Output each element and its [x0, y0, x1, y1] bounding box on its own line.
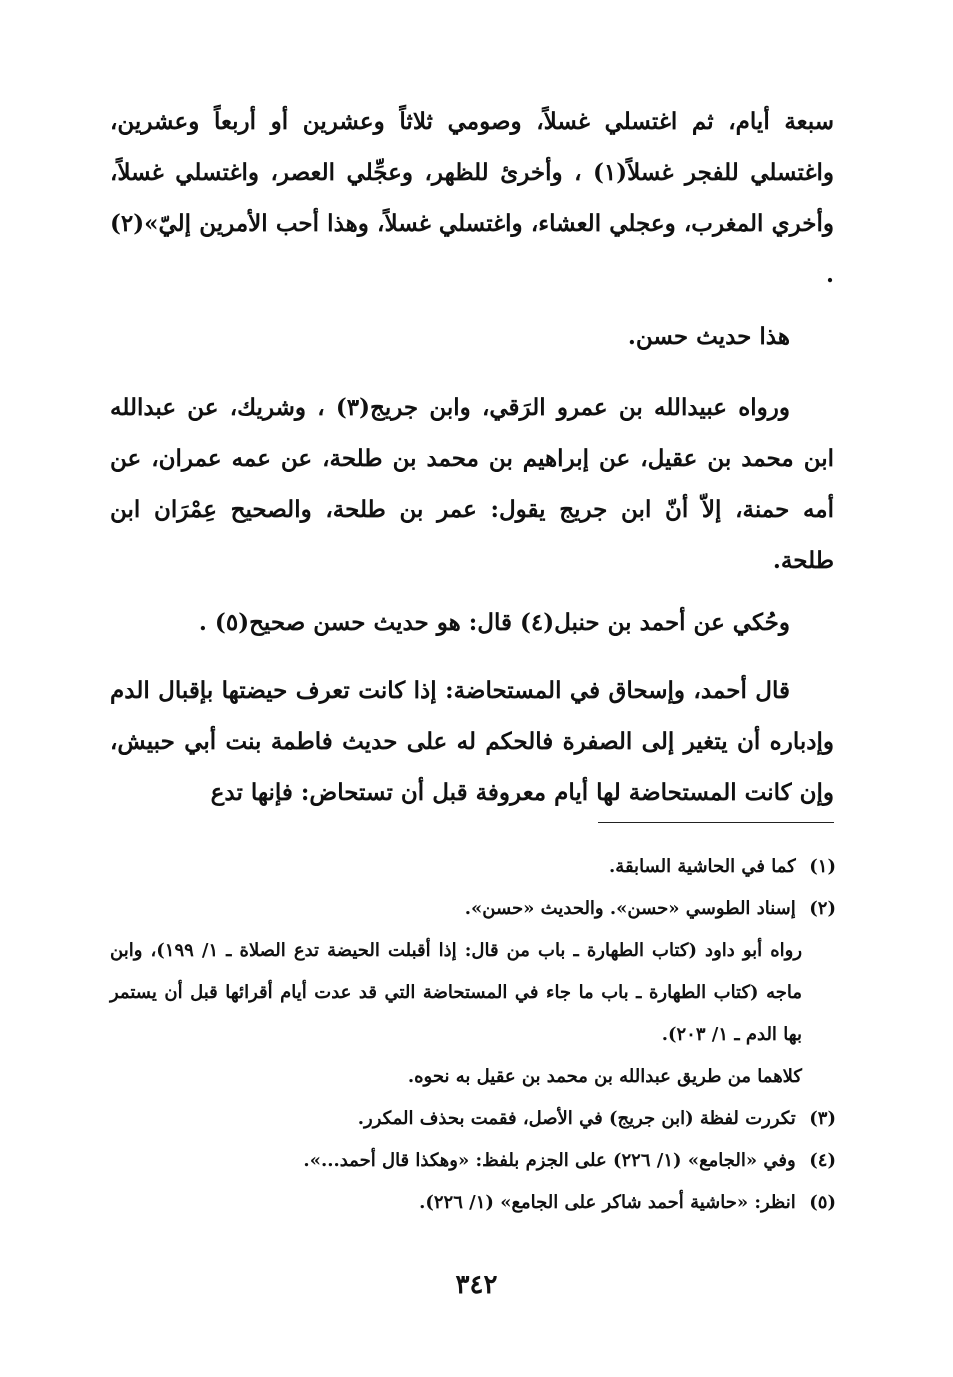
- footnote-number: (٢): [809, 898, 836, 919]
- footnote-4: [110, 1140, 836, 1182]
- paragraph-narration-chain: ورواه عبيدالله بن عمرو الرَقي، وابن جريج(٣) ، وشريك، عن عبدالله ابن محمد بن عقيل، عن إبراهيم بن محمد بن طلحة، عن عمه عمران، عن أمه حمنة، إلاّ أنّ ابن جريج يقول: عمر بن طلحة، والصحيح عِمْرَان ابن طلحة.: [110, 394, 834, 574]
- paragraph-ahmad-opinion: وحُكي عن أحمد بن حنبل(٤) قال: هو حديث حسن صحيح(٥) .: [198, 609, 790, 636]
- footnote-text: وفي «الجامع» (١/ ٢٢٦) على الجزم بلفظ: «وهكذا قال أحمد...».: [303, 1150, 796, 1171]
- footnote-number: (٣): [809, 1108, 836, 1129]
- paragraph-hadith-text: سبعة أيام، ثم اغتسلي غسلاً، وصومي ثلاثاً وعشرين أو أربعاً وعشرين، واغتسلي للفجر غسلاً(١) ، وأخرئ للظهر، وعجِّلي العصر، واغتسلي غسلاً، وأخري المغرب، وعجلي العشاء، واغتسلي غسلاً، وهذا أحب الأمرين إليّ»(٢) .: [110, 108, 834, 288]
- footnote-2-continuation: كلاهما من طريق عبدالله بن محمد بن عقيل به نحوه.: [407, 1066, 802, 1087]
- footnote-1: [110, 846, 836, 888]
- footnote-separator: [598, 822, 834, 823]
- footnote-3: [110, 1098, 836, 1140]
- paragraph-mustahada-ruling: قال أحمد، وإسحاق في المستحاضة: إذا كانت تعرف حيضتها بإقبال الدم وإدباره أن يتغير إلى الصفرة فالحكم له على حديث فاطمة بنت أبي حبيش، وإن كانت المستحاضة لها أيام معروفة قبل أن تستحاض: فإنها تدع: [110, 677, 834, 806]
- footnote-2-continuation: رواه أبو داود (كتاب الطهارة ـ باب من قال: إذا أقبلت الحيضة تدع الصلاة ـ ١/ ١٩٩)، وابن ماجه (كتاب الطهارة ـ باب ما جاء في المستحاضة التي قد عدت أيام أقرائها قبل أن يستمر بها الدم ـ ١/ ٢٠٣).: [110, 940, 803, 1045]
- footnote-text: انظر: «حاشية أحمد شاكر على الجامع» (١/ ٢٢٦).: [419, 1192, 796, 1213]
- footnote-2: [110, 888, 836, 930]
- footnote-number: (٥): [809, 1192, 836, 1213]
- footnote-text: تكررت لفظة (ابن جريج) في الأصل، فقمت بحذف المكرر.: [357, 1108, 796, 1129]
- footnote-text: كما في الحاشية السابقة.: [609, 856, 796, 877]
- footnote-number: (٤): [809, 1150, 836, 1171]
- footnote-number: (١): [809, 856, 836, 877]
- footnotes: [110, 846, 836, 1224]
- page-number: ٣٤٢: [455, 1270, 498, 1300]
- paragraph-grading: هذا حديث حسن.: [627, 323, 790, 350]
- footnote-text: إسناد الطوسي «حسن». والحديث «حسن».: [464, 898, 796, 919]
- footnote-5: [110, 1182, 836, 1224]
